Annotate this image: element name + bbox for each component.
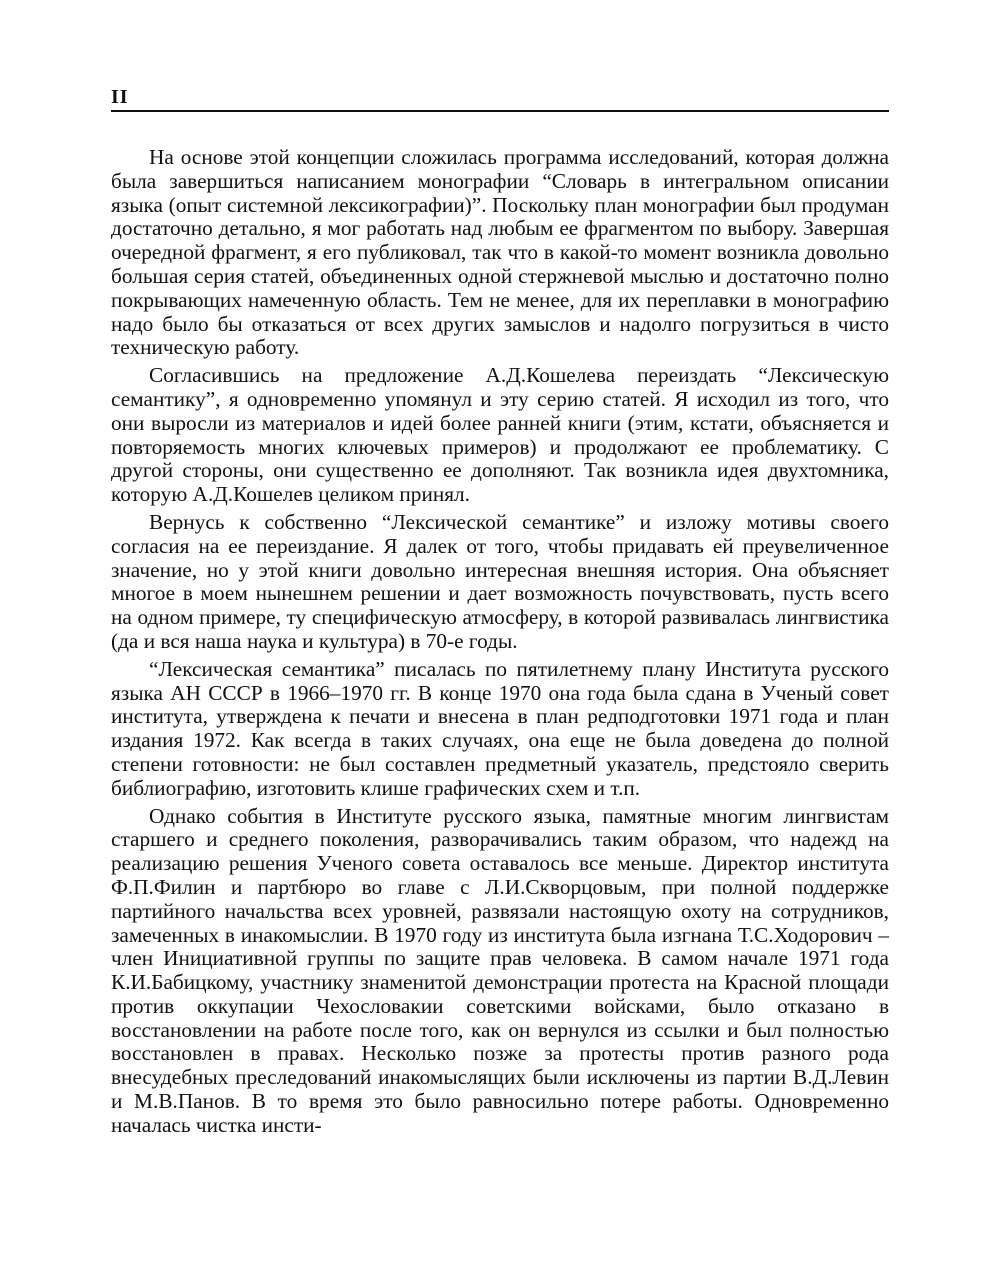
paragraph-3: Вернусь к собственно “Лексической семантике” и изложу мотивы своего согласия на ее переиздание. Я далек от того, чтобы придавать ей преувеличенное значение, но у этой книги довольно интересная внешняя история. Она объясняет многое в моем нынешнем решении и дает возможность почувствовать, пусть всего на одном примере, ту специфическую атмосферу, в которой развивалась лингвистика (да и вся наша наука и культура) в 70-е годы. (111, 509, 889, 653)
paragraph-5: Однако события в Институте русского языка, памятные многим лингвистам старшего и среднего поколения, разворачивались таким образом, что надежд на реализацию решения Ученого совета оставалось все меньше. Директор института Ф.П.Филин и партбюро во главе с Л.И.Скворцовым, при полной поддержке партийного начальства всех уровней, развязали настоящую охоту на сотрудников, замеченных в инакомыслии. В 1970 году из института была изгнана Т.С.Ходорович – член Инициативной группы по защите прав человека. В самом начале 1971 года К.И.Бабицкому, участнику знаменитой демонстрации протеста на Красной площади против оккупации Чехословакии советскими войсками, было отказано в восстановлении на работе после того, как он вернулся из ссылки и был полностью восстановлен в правах. Несколько позже за протесты против разного рода внесудебных преследований инакомыслящих были исключены из партии В.Д.Левин и М.В.Панов. В то время это было равносильно потере работы. Одновременно началась чистка инсти- (111, 803, 889, 1137)
paragraph-1: На основе этой концепции сложилась программа исследований, которая должна была завершиться написанием монографии “Словарь в интегральном описании языка (опыт системной лексикографии)”. Поскольку план монографии был продуман достаточно детально, я мог работать над любым ее фрагментом по выбору. Завершая очередной фрагмент, я его публиковал, так что в какой-то момент возникла довольно большая серия статей, объединенных одной стержневой мыслью и достаточно полно покрывающих намеченную область. Тем не менее, для их переплавки в монографию надо было бы отказаться от всех других замыслов и надолго погрузиться в чисто техническую работу. (111, 145, 889, 360)
page-number: II (111, 86, 129, 108)
body-text (111, 146, 889, 1142)
paragraph-4: “Лексическая семантика” писалась по пятилетнему плану Института русского языка АН СССР в 1966–1970 гг. В конце 1970 она года была сдана в Ученый совет института, утверждена к печати и внесена в план редподготовки 1971 года и план издания 1972. Как всегда в таких случаях, она еще не была доведена до полной степени готовности: не был составлен предметный указатель, предстояло сверить библиографию, изготовить клише графических схем и т.п. (111, 656, 889, 800)
paragraph-2: Согласившись на предложение А.Д.Кошелева переиздать “Лексическую семантику”, я одновременно упомянул и эту серию статей. Я исходил из того, что они выросли из материалов и идей более ранней книги (этим, кстати, объясняется и повторяемость многих ключевых примеров) и продолжают ее проблематику. С другой стороны, они существенно ее дополняют. Так возникла идея двухтомника, которую А.Д.Кошелев целиком принял. (111, 363, 889, 507)
page-header (111, 86, 889, 112)
